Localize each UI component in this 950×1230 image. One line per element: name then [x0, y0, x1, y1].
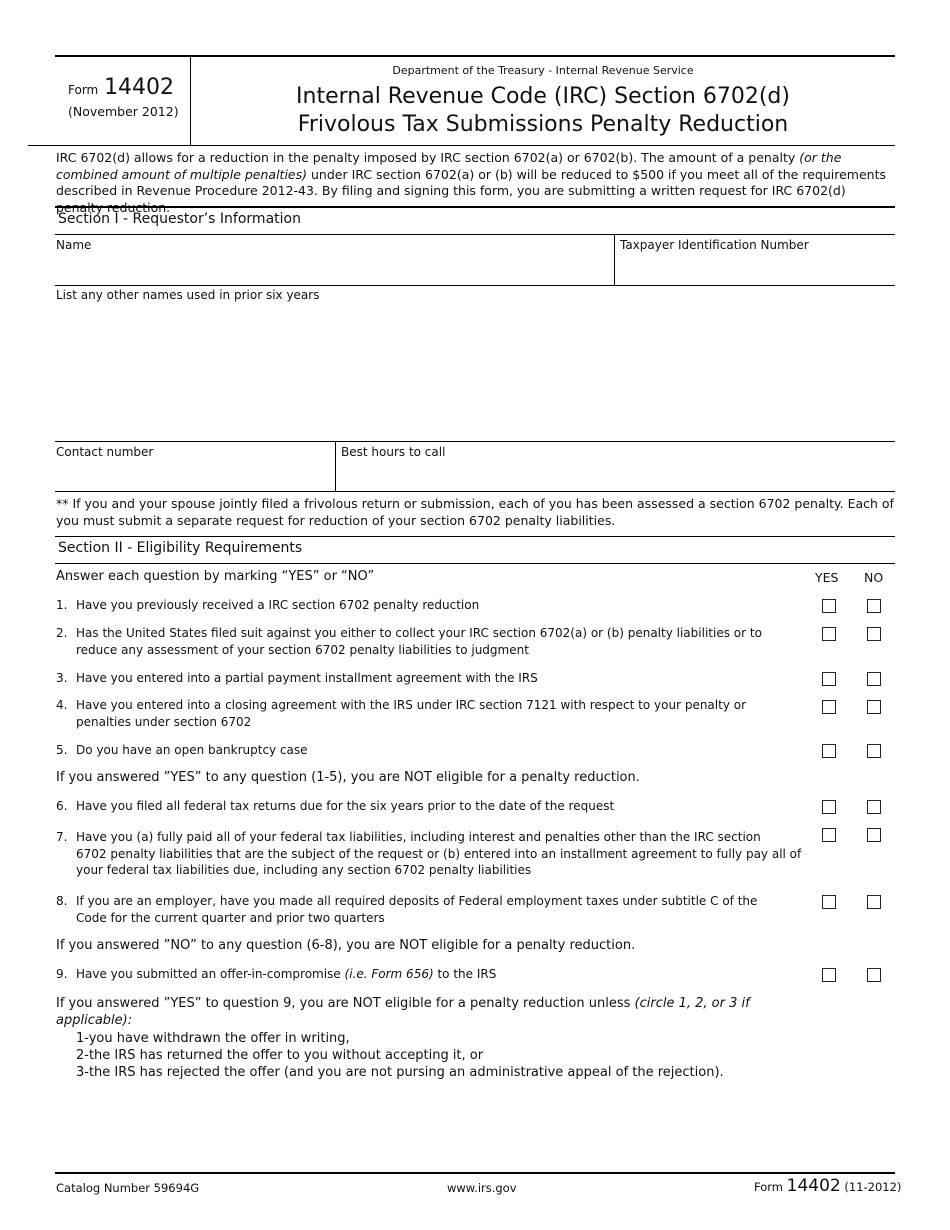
footer-form-number: 14402 — [786, 1176, 841, 1196]
exception-options — [76, 1030, 724, 1081]
name-tin-divider — [614, 235, 615, 285]
q7-no-checkbox[interactable] — [867, 828, 881, 842]
question-7 — [56, 829, 826, 879]
question-1 — [56, 597, 816, 614]
other-names-label: List any other names used in prior six years — [56, 288, 320, 302]
question-text-end: to the IRS — [433, 967, 497, 981]
question-text: If you are an employer, have you made all required deposits of Federal employment taxes under subtitle C of the — [76, 894, 758, 908]
section1-title-rule — [55, 234, 895, 235]
question-text: Have you (a) fully paid all of your federal tax liabilities, including interest and penalties other than the IRC section — [76, 830, 761, 844]
question-italic: (i.e. Form 656) — [344, 967, 434, 981]
question-number: 8. — [56, 894, 68, 908]
q3-no-checkbox[interactable] — [867, 672, 881, 686]
agency-name: Department of the Treasury - Internal Revenue Service — [392, 64, 694, 77]
contact-number-field[interactable] — [55, 460, 333, 490]
q2-yes-checkbox[interactable] — [822, 627, 836, 641]
option-2[interactable]: 2-the IRS has returned the offer to you without accepting it, or — [76, 1048, 484, 1063]
note-9-text: If you answered ”YES” to question 9, you are NOT eligible for a penalty reduction unless — [56, 996, 635, 1011]
question-text: Do you have an open bankruptcy case — [76, 743, 308, 757]
answer-instruction: Answer each question by marking “YES” or “NO” — [56, 569, 375, 584]
name-row-rule — [55, 285, 895, 286]
question-9 — [56, 966, 816, 983]
question-text-cont: your federal tax liabilities due, including any section 6702 penalty liabilities — [76, 863, 532, 877]
question-text-cont: reduce any assessment of your section 6702 penalty liabilities to judgment — [76, 642, 529, 657]
q1-no-checkbox[interactable] — [867, 599, 881, 613]
title-line-1: Internal Revenue Code (IRC) Section 6702(d) — [296, 84, 790, 109]
q6-no-checkbox[interactable] — [867, 800, 881, 814]
question-text: Have you submitted an offer-in-compromise — [76, 967, 345, 981]
option-1[interactable]: 1-you have withdrawn the offer in writing, — [76, 1031, 350, 1046]
section2-top-rule — [55, 536, 895, 537]
question-text: Have you entered into a partial payment installment agreement with the IRS — [76, 671, 538, 685]
q5-yes-checkbox[interactable] — [822, 744, 836, 758]
other-names-field[interactable] — [55, 304, 895, 440]
footer-rule — [55, 1172, 895, 1174]
intro-text-2: under IRC section 6702(a) or (b) will be reduced to $500 if you meet all of the requirements described in Revenue Procedure 2012-43. By filing and signing this form, you are submitting a written request for IRC 6702(d) — [56, 166, 886, 198]
intro-italic: (or the combined amount of multiple penalties) — [56, 150, 842, 182]
question-3 — [56, 670, 816, 687]
question-2 — [56, 625, 816, 658]
q3-yes-checkbox[interactable] — [822, 672, 836, 686]
q1-yes-checkbox[interactable] — [822, 599, 836, 613]
question-number: 6. — [56, 799, 68, 813]
name-field[interactable] — [55, 252, 613, 284]
note-9-italic: (circle 1, 2, or 3 if applicable): — [56, 996, 750, 1028]
q7-yes-checkbox[interactable] — [822, 828, 836, 842]
offer-in-compromise-note — [56, 996, 786, 1029]
footer-form-id — [754, 1176, 901, 1196]
top-rule — [55, 55, 895, 57]
q9-yes-checkbox[interactable] — [822, 968, 836, 982]
catalog-number: Catalog Number 59694G — [56, 1181, 200, 1195]
q2-no-checkbox[interactable] — [867, 627, 881, 641]
other-names-rule — [55, 441, 895, 442]
section1-title: Section I - Requestor’s Information — [58, 211, 301, 227]
best-hours-label: Best hours to call — [341, 445, 446, 459]
question-number: 7. — [56, 830, 68, 844]
question-text-cont: penalties under section 6702 — [76, 714, 252, 729]
question-8 — [56, 893, 816, 926]
q9-no-checkbox[interactable] — [867, 968, 881, 982]
section1-top-rule — [55, 206, 895, 208]
question-text: Has the United States filed suit against you either to collect your IRC section 6702(a) or (b) penalty liabilities or to — [76, 626, 762, 640]
question-number: 1. — [56, 598, 68, 612]
title-line-2: Frivolous Tax Submissions Penalty Reduction — [297, 112, 789, 137]
form-id-block — [68, 75, 174, 100]
contact-row-rule — [55, 491, 895, 492]
footer-revision: (11-2012) — [844, 1180, 902, 1194]
ineligibility-note-6-8: If you answered ”NO” to any question (6-8), you are NOT eligible for a penalty reduction. — [56, 938, 636, 953]
question-number: 9. — [56, 967, 68, 981]
question-number: 4. — [56, 698, 68, 712]
question-5 — [56, 742, 816, 759]
form-label: Form — [68, 83, 99, 97]
header-bottom-rule — [28, 145, 895, 146]
question-number: 3. — [56, 671, 68, 685]
joint-filing-footnote: ** If you and your spouse jointly filed a frivolous return or submission, each of you has been assessed a section 6702 penalty. Each of you must submit a separate request for reduction of your section 6702 penalty liabilities. — [56, 496, 894, 528]
question-text: Have you filed all federal tax returns due for the six years prior to the date of the request — [76, 799, 615, 813]
q8-no-checkbox[interactable] — [867, 895, 881, 909]
section2-title: Section II - Eligibility Requirements — [58, 540, 303, 556]
q6-yes-checkbox[interactable] — [822, 800, 836, 814]
option-3[interactable]: 3-the IRS has rejected the offer (and you are not pursing an administrative appeal of the rejection). — [76, 1065, 724, 1080]
q4-no-checkbox[interactable] — [867, 700, 881, 714]
yes-column-header: YES — [815, 570, 839, 585]
footer-form-label: Form — [754, 1180, 783, 1194]
question-text-cont: 6702 penalty liabilities that are the subject of the request or (b) entered into an installment agreement to fully pay all of — [76, 846, 802, 861]
contact-divider — [335, 442, 336, 491]
contact-number-label: Contact number — [56, 445, 154, 459]
q4-yes-checkbox[interactable] — [822, 700, 836, 714]
question-number: 5. — [56, 743, 68, 757]
name-label: Name — [56, 238, 92, 252]
question-4 — [56, 697, 816, 730]
q5-no-checkbox[interactable] — [867, 744, 881, 758]
question-6 — [56, 798, 816, 815]
form-number: 14402 — [104, 75, 175, 100]
no-column-header: NO — [864, 570, 884, 585]
form-revision: (November 2012) — [68, 104, 179, 119]
intro-text-1: IRC 6702(d) allows for a reduction in the penalty imposed by IRC section 6702(a) or 6702(b). The amount of a penalty — [56, 150, 800, 165]
irs-website: www.irs.gov — [447, 1181, 517, 1195]
tin-label: Taxpayer Identification Number — [620, 238, 809, 252]
ineligibility-note-1-5: If you answered ”YES” to any question (1-5), you are NOT eligible for a penalty reduction. — [56, 770, 640, 785]
question-number: 2. — [56, 626, 68, 640]
best-hours-field[interactable] — [337, 460, 894, 490]
question-text: Have you previously received a IRC section 6702 penalty reduction — [76, 598, 480, 612]
question-text-cont: Code for the current quarter and prior two quarters — [76, 910, 385, 925]
q8-yes-checkbox[interactable] — [822, 895, 836, 909]
section2-title-rule — [55, 563, 895, 564]
question-text: Have you entered into a closing agreement with the IRS under IRC section 7121 with respect to your penalty or — [76, 698, 747, 712]
tin-field[interactable] — [616, 252, 894, 284]
form-title — [191, 83, 895, 139]
